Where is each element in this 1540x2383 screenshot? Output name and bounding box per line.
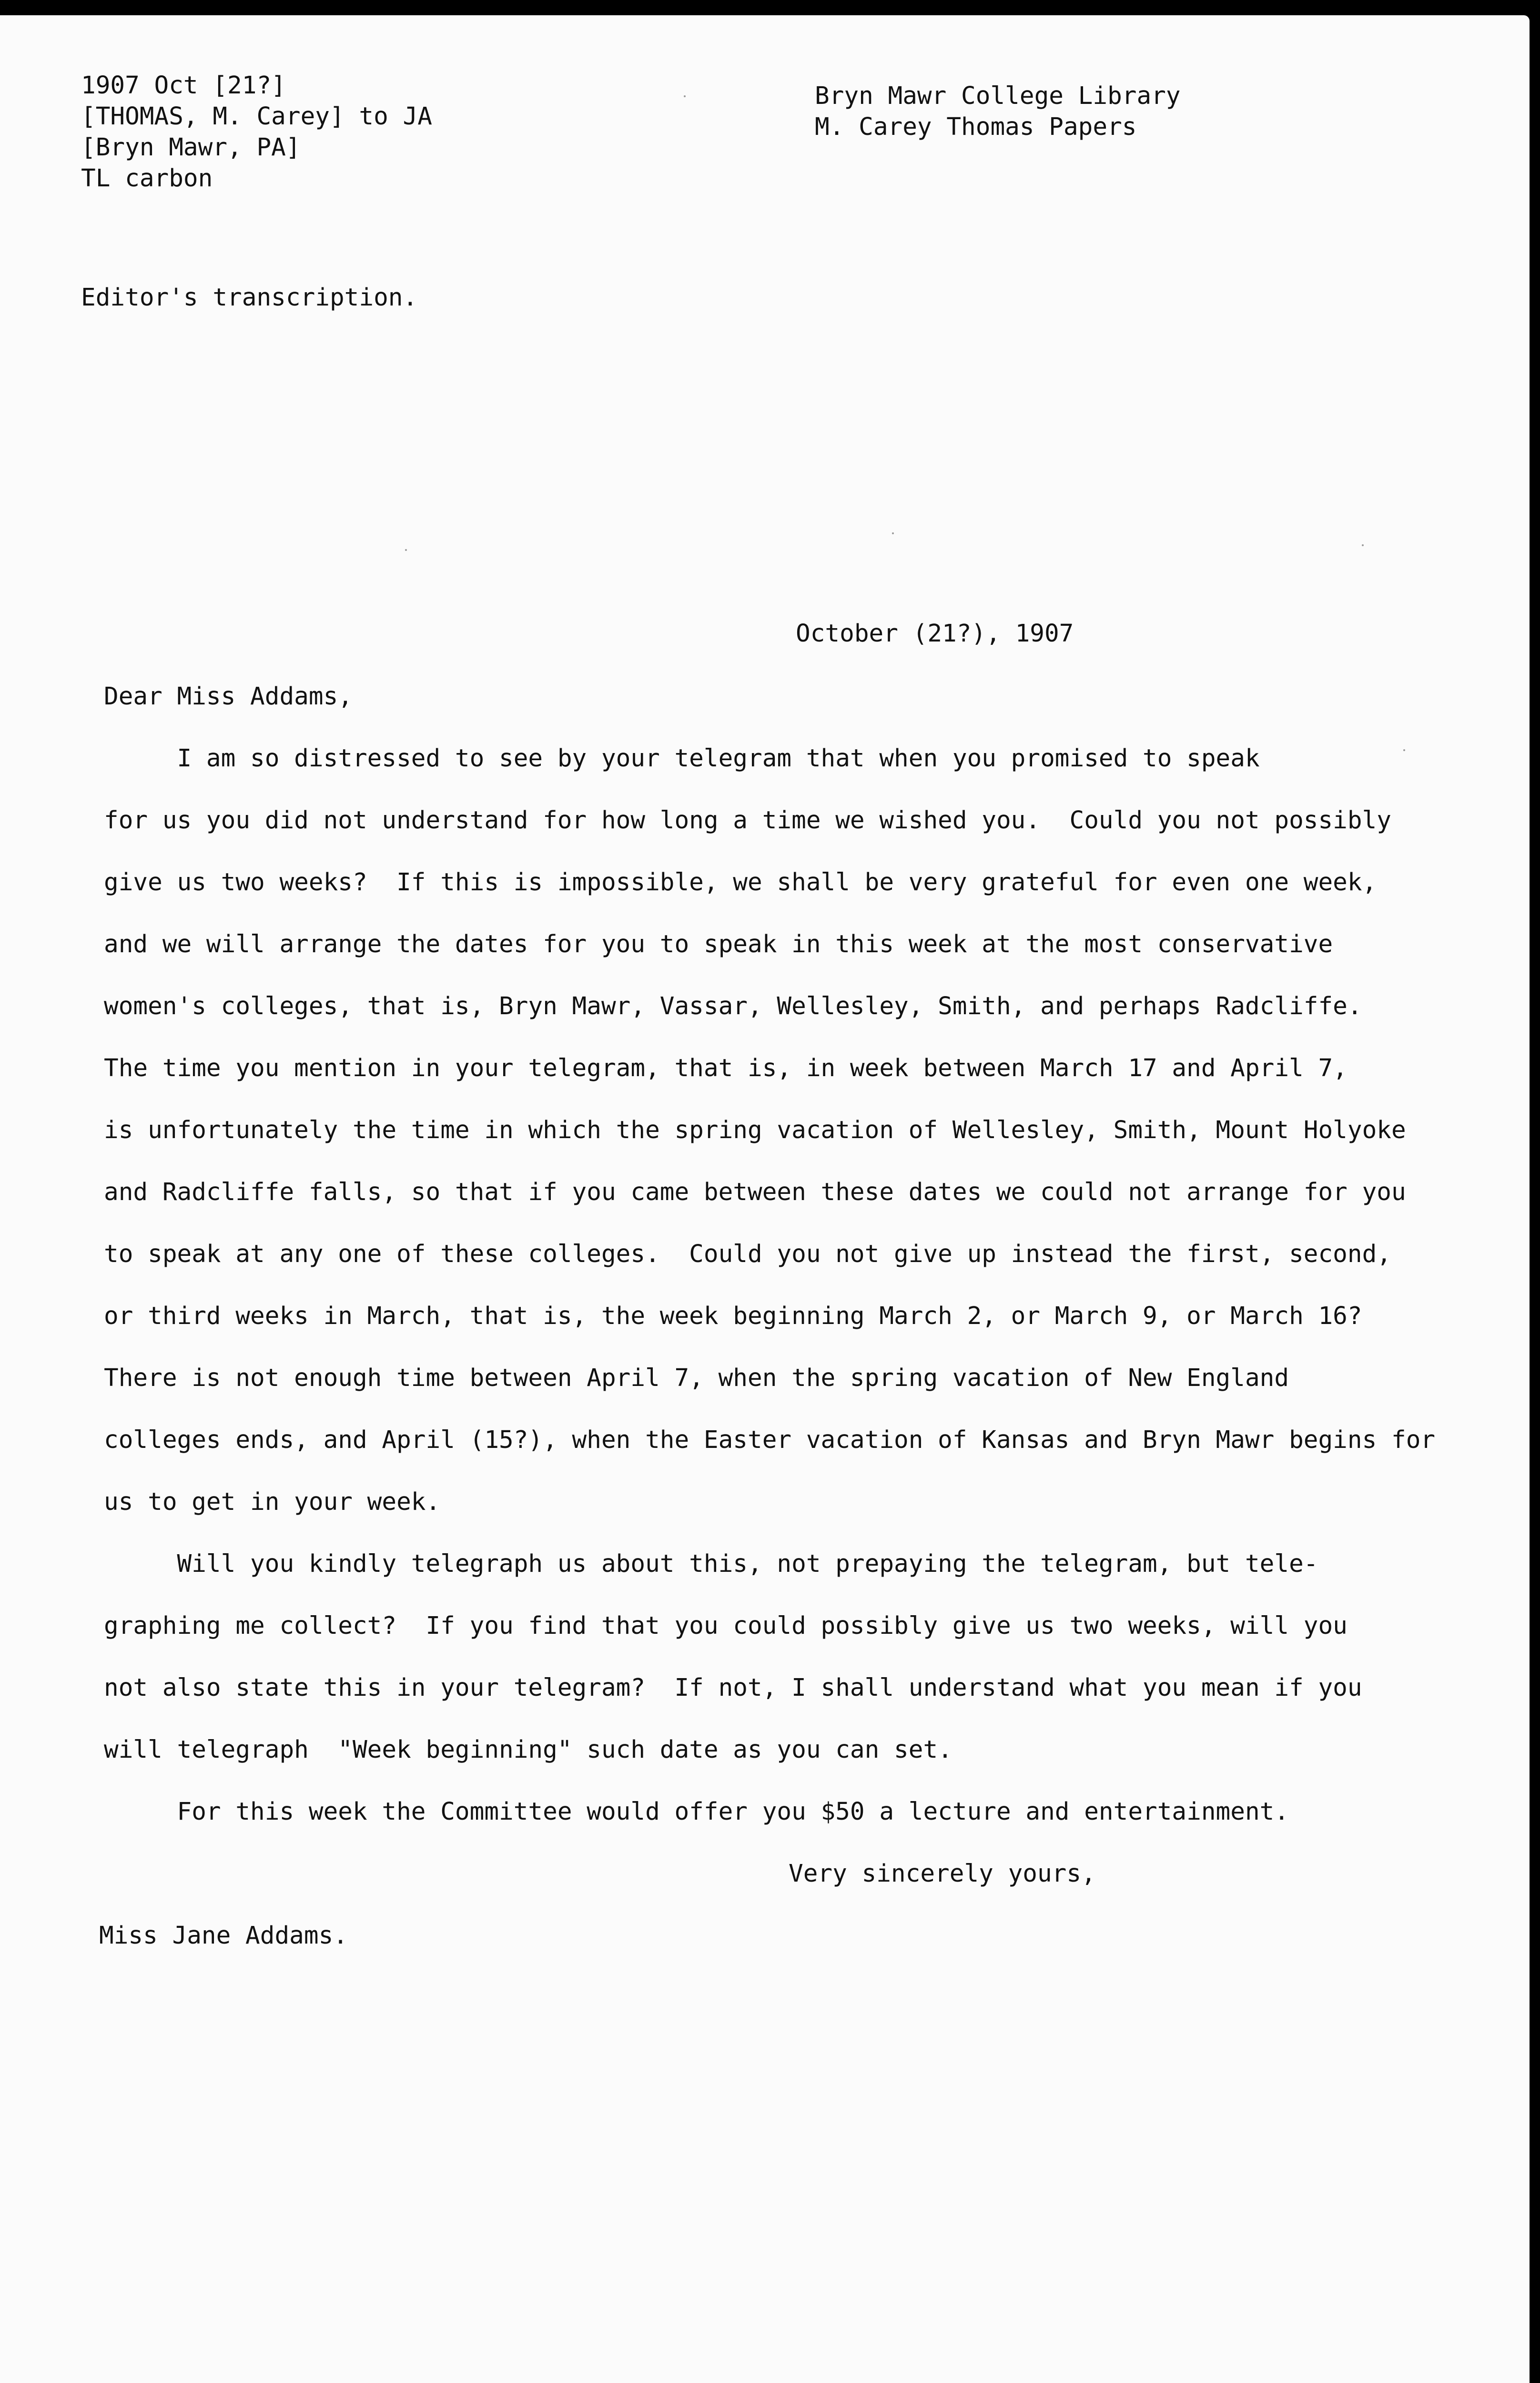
body-line: Will you kindly telegraph us about this, not prepaying the telegram, but tele-: [104, 1550, 1318, 1578]
body-line: and Radcliffe falls, so that if you came between these dates we could not arrange for you: [104, 1178, 1406, 1206]
body-line: I am so distressed to see by your telegram that when you promised to speak: [104, 744, 1260, 773]
editor-note: Editor's transcription.: [81, 284, 418, 312]
body-line: or third weeks in March, that is, the week beginning March 2, or March 9, or March 16?: [104, 1302, 1362, 1330]
header-left-line: 1907 Oct [21?]: [81, 71, 286, 100]
body-line: for us you did not understand for how long a time we wished you. Could you not possibly: [104, 806, 1392, 835]
body-line: and we will arrange the dates for you to speak in this week at the most conservative: [104, 930, 1333, 958]
body-line: There is not enough time between April 7, when the spring vacation of New England: [104, 1364, 1289, 1392]
body-line: The time you mention in your telegram, that is, in week between March 17 and April 7,: [104, 1054, 1348, 1082]
body-line: is unfortunately the time in which the spring vacation of Wellesley, Smith, Mount Holyoke: [104, 1116, 1406, 1144]
scan-speck: [405, 549, 407, 551]
body-line: to speak at any one of these colleges. Could you not give up instead the first, second,: [104, 1240, 1392, 1268]
header-left-line: TL carbon: [81, 164, 213, 193]
letter-date: October (21?), 1907: [796, 620, 1074, 648]
body-line: will telegraph "Week beginning" such date as you can set.: [104, 1736, 952, 1764]
scan-speck: [684, 95, 686, 97]
scan-speck: [1362, 544, 1364, 546]
header-left-line: [THOMAS, M. Carey] to JA: [81, 102, 432, 131]
salutation: Dear Miss Addams,: [104, 682, 353, 711]
header-left-line: [Bryn Mawr, PA]: [81, 133, 301, 162]
body-line: not also state this in your telegram? If not, I shall understand what you mean if you: [104, 1674, 1362, 1702]
document-page: [0, 15, 1530, 2383]
scan-speck: [1403, 749, 1405, 751]
body-line: For this week the Committee would offer you $50 a lecture and entertainment.: [104, 1798, 1289, 1826]
body-line: graphing me collect? If you find that you could possibly give us two weeks, will you: [104, 1612, 1348, 1640]
scan-speck: [892, 532, 894, 534]
body-line: us to get in your week.: [104, 1488, 441, 1516]
header-right-line: Bryn Mawr College Library: [815, 82, 1181, 110]
recipient: Miss Jane Addams.: [99, 1922, 348, 1950]
body-line: colleges ends, and April (15?), when the Easter vacation of Kansas and Bryn Mawr begins for: [104, 1426, 1436, 1454]
body-line: women's colleges, that is, Bryn Mawr, Vassar, Wellesley, Smith, and perhaps Radcliffe.: [104, 992, 1362, 1020]
body-line: give us two weeks? If this is impossible, we shall be very grateful for even one week,: [104, 868, 1377, 896]
header-right-line: M. Carey Thomas Papers: [815, 113, 1137, 141]
closing: Very sincerely yours,: [789, 1860, 1096, 1888]
